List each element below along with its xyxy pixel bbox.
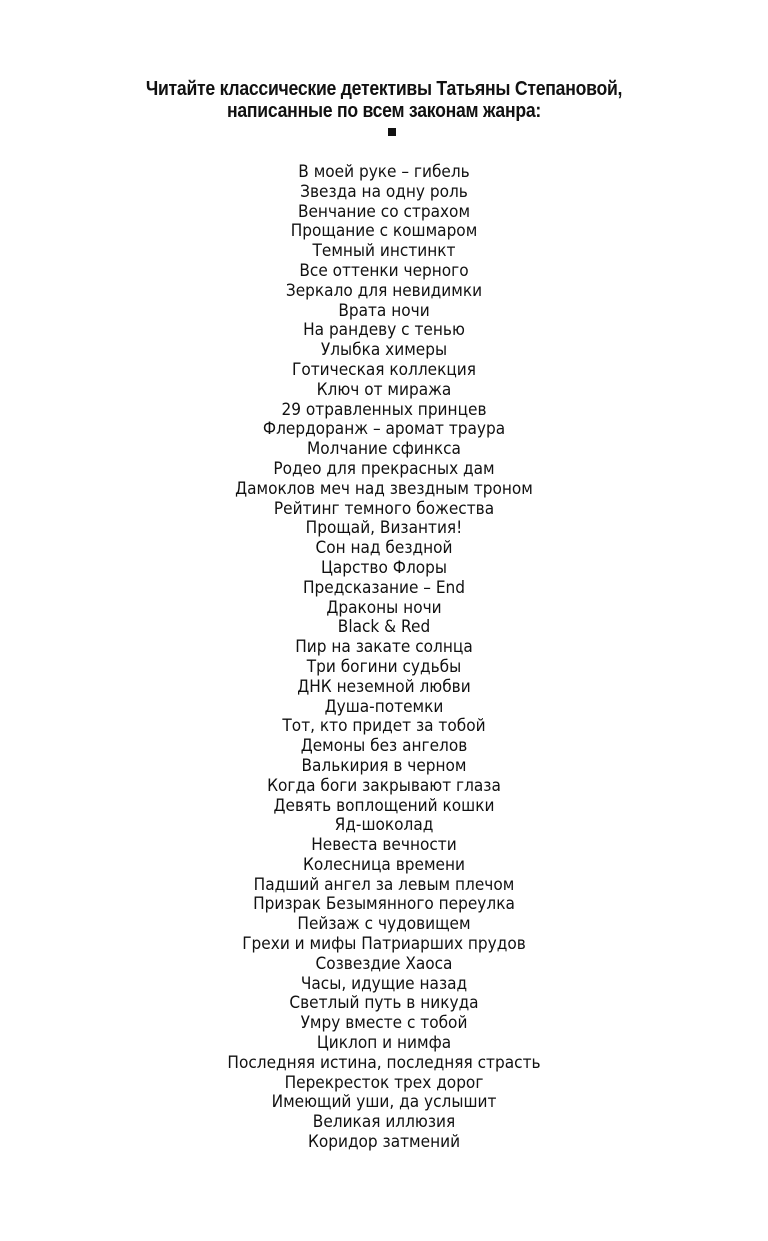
- heading-line-2: написанные по всем законам жанра:: [226, 99, 542, 122]
- heading-line-1: Читайте классические детективы Татьяны Степановой,: [145, 77, 623, 100]
- book-title-item: Невеста вечности: [311, 835, 457, 855]
- book-title-item: Колесница времени: [303, 854, 465, 874]
- book-title-item: В моей руке – гибель: [298, 162, 470, 181]
- book-title-item: Пир на закате солнца: [295, 637, 473, 657]
- book-title-item: Дамоклов меч над звездным троном: [235, 478, 533, 498]
- book-title-item: Умру вместе с тобой: [300, 1013, 468, 1033]
- book-title-item: Врата ночи: [338, 300, 430, 320]
- book-title-item: Великая иллюзия: [312, 1112, 456, 1132]
- book-title-item: Девять воплощений кошки: [273, 795, 495, 815]
- book-title-item: Перекресток трех дорог: [284, 1072, 484, 1092]
- book-title-item: Когда боги закрывают глаза: [267, 775, 501, 795]
- book-title-item: Пейзаж с чудовищем: [297, 914, 471, 934]
- book-title-item: Ключ от миража: [316, 379, 452, 399]
- book-title-item: Венчание со страхом: [297, 201, 471, 221]
- book-title-item: Валькирия в черном: [301, 755, 467, 775]
- book-title-item: Циклоп и нимфа: [316, 1033, 452, 1053]
- book-title-item: Родео для прекрасных дам: [273, 458, 495, 478]
- book-title-item: Рейтинг темного божества: [273, 498, 495, 518]
- book-title-item: Молчание сфинкса: [307, 439, 461, 459]
- book-title-item: Грехи и мифы Патриарших прудов: [242, 934, 526, 954]
- square-bullet-icon: [388, 128, 396, 136]
- book-title-item: Драконы ночи: [326, 597, 442, 617]
- book-titles-list: [27, 162, 741, 1152]
- book-title-item: Прощание с кошмаром: [290, 221, 478, 241]
- book-title-item: Предсказание – End: [302, 577, 466, 597]
- book-title-item: Светлый путь в никуда: [289, 993, 479, 1013]
- book-title-item: Яд-шоколад: [334, 815, 434, 835]
- book-title-item: Тот, кто придет за тобой: [282, 716, 486, 736]
- book-title-item: Падший ангел за левым плечом: [253, 874, 515, 894]
- book-title-item: Все оттенки черного: [299, 260, 469, 280]
- book-title-item: Темный инстинкт: [312, 241, 456, 261]
- book-title-item: Царство Флоры: [320, 557, 448, 577]
- book-title-item: ДНК неземной любви: [297, 676, 471, 696]
- book-title-item: Звезда на одну роль: [300, 181, 468, 201]
- book-title-item: Демоны без ангелов: [300, 736, 468, 756]
- page-heading: [54, 78, 714, 122]
- book-title-item: Созвездие Хаоса: [315, 953, 453, 973]
- book-title-item: Зеркало для невидимки: [285, 280, 483, 300]
- book-title-item: Сон над бездной: [315, 538, 453, 558]
- book-title-item: Улыбка химеры: [320, 340, 448, 360]
- book-title-item: Призрак Безымянного переулка: [253, 894, 515, 914]
- book-title-item: Коридор затмений: [307, 1132, 461, 1152]
- book-title-item: Душа-потемки: [324, 696, 444, 716]
- book-title-item: Последняя истина, последняя страсть: [227, 1052, 541, 1072]
- book-title-item: Black & Red: [337, 617, 431, 637]
- book-title-item: На рандеву с тенью: [303, 320, 465, 340]
- book-title-item: Готическая коллекция: [291, 359, 477, 379]
- book-title-item: Прощай, Византия!: [305, 518, 463, 538]
- book-title-item: Три богини судьбы: [306, 656, 462, 676]
- book-title-item: Часы, идущие назад: [300, 973, 468, 993]
- book-title-item: Имеющий уши, да услышит: [271, 1092, 497, 1112]
- book-title-item: Флердоранж – аромат траура: [262, 419, 506, 439]
- book-title-item: 29 отравленных принцев: [281, 399, 487, 419]
